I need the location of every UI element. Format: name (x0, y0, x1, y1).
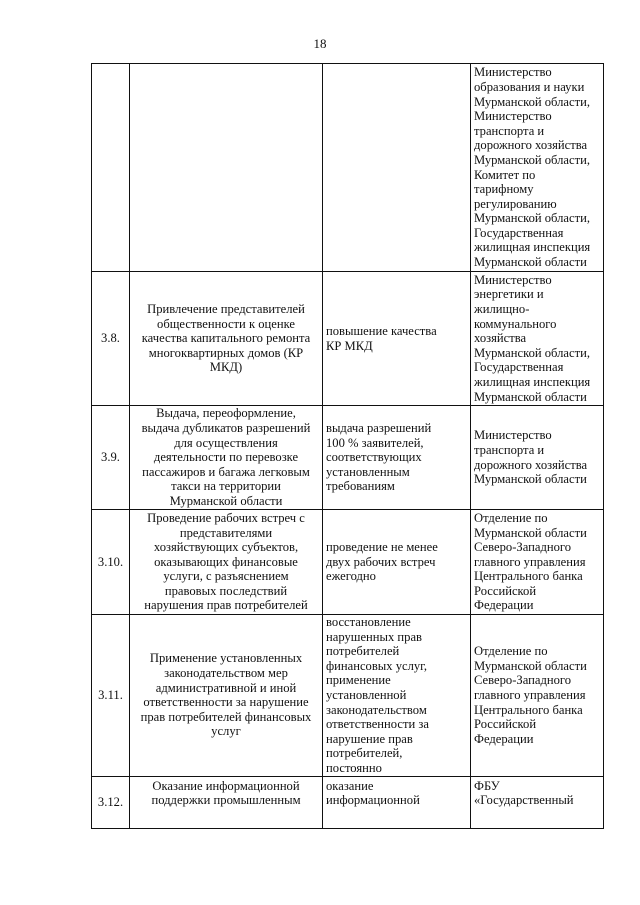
executor-cell: Министерство энергетики и жилищно- коммунального хозяйства Мурманской области, Государственная жилищная инспекция Мурманской области (471, 272, 604, 406)
page-number: 18 (313, 36, 327, 51)
measure-cell: Применение установленных законодательством мер административной и иной ответственности за нарушение прав потребителей финансовых услуг (130, 615, 323, 777)
result-cell: повышение качества КР МКД (323, 272, 471, 406)
result-cell: выдача разрешений 100 % заявителей, соответствующих установленным требованиям (323, 406, 471, 510)
executor-cell: Министерство образования и науки Мурманской области, Министерство транспорта и дорожного хозяйства Мурманской области, Комитет по тарифному регулированию Мурманской области, Государственная жилищная инспекция Мурманской области (471, 64, 604, 272)
executor-cell: Отделение по Мурманской области Северо-Западного главного управления Центрального банка Российской Федерации (471, 510, 604, 615)
row-number (92, 64, 130, 272)
row-number: 3.9. (92, 406, 130, 510)
executor-cell: Министерство транспорта и дорожного хозяйства Мурманской области (471, 406, 604, 510)
result-cell: восстановление нарушенных прав потребителей финансовых услуг, применение установленной законодательством ответственности за нарушение прав потребителей, постоянно (323, 615, 471, 777)
table-row (92, 615, 604, 777)
measure-cell: Проведение рабочих встреч с представителями хозяйствующих субъектов, оказывающих финансовые услуги, с разъяснением правовых последствий нарушения прав потребителей (130, 510, 323, 615)
table-row (92, 776, 604, 828)
row-number: 3.12. (92, 776, 130, 828)
executor-cell: ФБУ «Государственный (471, 776, 604, 828)
table-row (92, 64, 604, 272)
result-cell (323, 64, 471, 272)
measure-cell: Оказание информационной поддержки промышленным (130, 776, 323, 828)
table-row (92, 510, 604, 615)
measure-cell: Выдача, переоформление, выдача дубликатов разрешений для осуществления деятельности по перевозке пассажиров и багажа легковым такси на территории Мурманской области (130, 406, 323, 510)
result-cell: проведение не менее двух рабочих встреч ежегодно (323, 510, 471, 615)
measure-cell: Привлечение представителей общественности к оценке качества капитального ремонта многоквартирных домов (КР МКД) (130, 272, 323, 406)
result-cell: оказание информационной (323, 776, 471, 828)
row-number: 3.8. (92, 272, 130, 406)
measure-cell (130, 64, 323, 272)
row-number: 3.10. (92, 510, 130, 615)
measures-table (91, 63, 604, 829)
row-number: 3.11. (92, 615, 130, 777)
table-row (92, 272, 604, 406)
table-row (92, 406, 604, 510)
executor-cell: Отделение по Мурманской области Северо-Западного главного управления Центрального банка Российской Федерации (471, 615, 604, 777)
